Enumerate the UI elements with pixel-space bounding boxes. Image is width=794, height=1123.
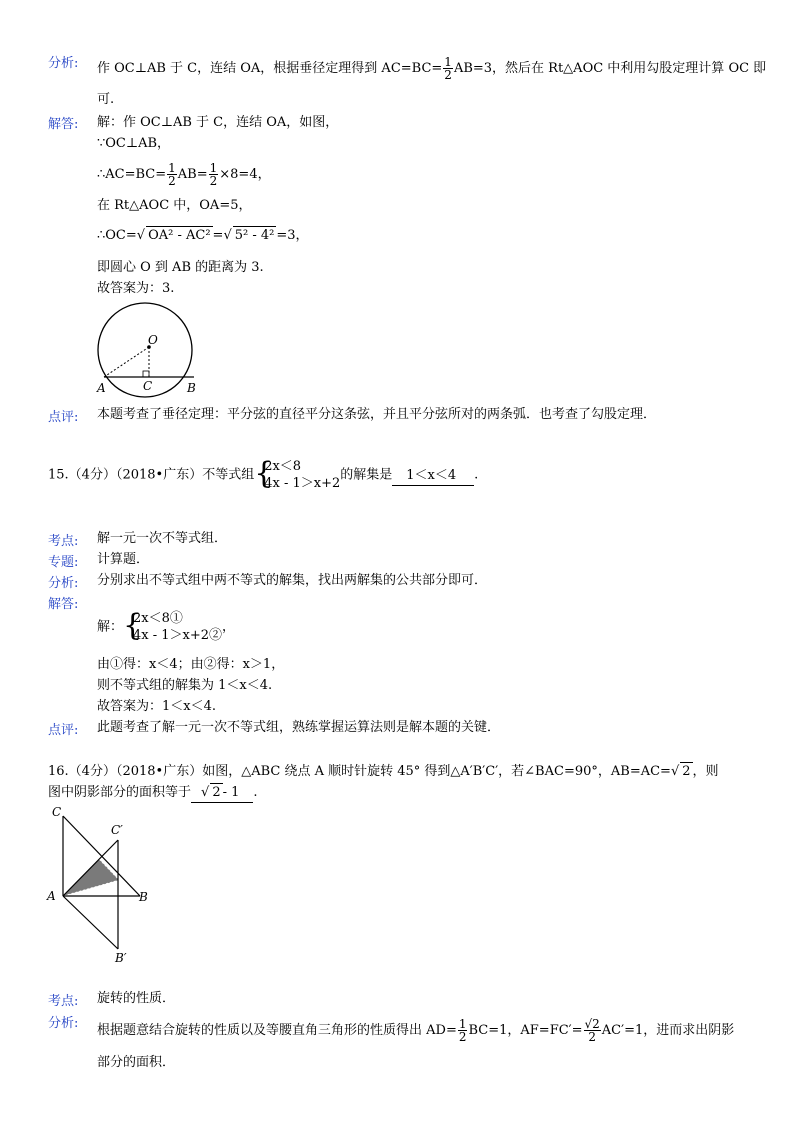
label-zhuanti: 专题: (48, 555, 79, 570)
q16-stem-line2: 图中阴影部分的面积等于 √ 2 - 1 . (48, 783, 258, 803)
label-answer: 解答: (48, 597, 79, 612)
point-label-b: B (187, 381, 196, 395)
q16-stem-line1: 16.（4分）（2018•广东）如图，△ABC 绕点 A 顺时针旋转 45° 得到△A′B′C′，若∠BAC=90°，AB=AC=√ 2 ，则 (48, 764, 719, 779)
q14-analysis-line2: 可. (97, 92, 115, 107)
q14-ans-line6: 即圆心 O 到 AB 的距离为 3. (97, 260, 264, 275)
q15-stem: 15.（4分）（2018•广东）不等式组 { 2x＜8 4x - 1＞x+2 的解集是 1＜x＜4 . (48, 456, 479, 491)
sqrt-radicand: 5² - 4² (234, 228, 275, 243)
point-label-a: A (97, 381, 106, 395)
inequality-system: { 2x＜8① 4x - 1＞x+2② (123, 608, 223, 643)
label-comment: 点评: (48, 410, 79, 425)
point-label-a: A (47, 889, 56, 903)
q15-kaodian: 解一元一次不等式组． (97, 531, 228, 546)
q15-zhuanti: 计算题． (97, 552, 150, 567)
sqrt-radicand: OA² - AC² (148, 228, 211, 243)
answer-blank: √ 2 - 1 (191, 783, 253, 803)
q15-ans-line1: 解： { 2x＜8① 4x - 1＞x+2② ， (97, 608, 236, 643)
q14-analysis-line1: 作 OC⊥AB 于 C，连结 OA，根据垂径定理得到 AC=BC= $\frac{1}{2}$ AB=3，然后在 Rt△AOC 中利用勾股定理计算 OC 即 (97, 55, 767, 82)
inequality-system: { 2x＜8 4x - 1＞x+2 (254, 456, 341, 491)
fraction: $\frac{1}{2}$ (444, 55, 452, 82)
q14-ans-line1: 解：作 OC⊥AB 于 C，连结 OA，如图， (97, 115, 339, 130)
point-label-b-prime: B′ (115, 951, 127, 965)
fraction: $\frac{1}{2}$ (168, 161, 176, 188)
point-label-b: B (139, 890, 148, 904)
answer-blank: 1＜x＜4 (392, 467, 474, 486)
q14-ans-line7: 故答案为：3. (97, 281, 175, 296)
point-label-o: O (148, 333, 158, 347)
label-analysis: 分析: (48, 1016, 79, 1031)
label-kaodian: 考点: (48, 994, 79, 1009)
label-comment: 点评: (48, 723, 79, 738)
q14-ans-line2: ∵OC⊥AB， (97, 136, 171, 151)
label-analysis: 分析: (48, 56, 79, 71)
fraction: $\frac{1}{2}$ (458, 1017, 467, 1044)
q15-analysis: 分别求出不等式组中两不等式的解集，找出两解集的公共部分即可． (97, 573, 488, 588)
q15-ans-line2: 由①得：x＜4；由②得：x＞1， (97, 657, 285, 672)
q15-ans-line4: 故答案为：1＜x＜4. (97, 699, 217, 714)
fraction: $\frac{1}{2}$ (209, 161, 218, 188)
label-analysis: 分析: (48, 576, 79, 591)
rotation-figure (44, 802, 164, 968)
q16-kaodian: 旋转的性质． (97, 991, 176, 1006)
q15-ans-line3: 则不等式组的解集为 1＜x＜4. (97, 678, 273, 693)
q14-ans-line4: 在 Rt△AOC 中，OA=5， (97, 198, 252, 213)
point-label-c: C (52, 805, 62, 819)
q16-analysis-line1: 根据题意结合旋转的性质以及等腰直角三角形的性质得出 AD= $\frac{1}{2}$ BC=1，AF=FC′= $\frac{√2}{2}$ AC′=1，进而求出阴影 (97, 1017, 735, 1044)
label-kaodian: 考点: (48, 534, 79, 549)
label-answer: 解答: (48, 117, 79, 132)
q14-ans-line3: ∴AC=BC= $\frac{1}{2}$ AB= $\frac{1}{2}$ ×8=4， (97, 161, 271, 188)
fraction: $\frac{√2}{2}$ (584, 1017, 600, 1044)
point-label-c: C (143, 379, 153, 393)
point-label-c-prime: C′ (111, 823, 123, 837)
q14-comment: 本题考查了垂径定理：平分弦的直径平分这条弦，并且平分弦所对的两条弧．也考查了勾股定理． (97, 407, 657, 422)
q14-ans-line5: ∴OC=√ OA² - AC² =√ 5² - 4² =3， (97, 228, 309, 243)
q16-analysis-line2: 部分的面积． (97, 1055, 176, 1070)
q15-comment: 此题考查了解一元一次不等式组，熟练掌握运算法则是解本题的关键． (97, 720, 501, 735)
circle-figure (92, 300, 202, 398)
